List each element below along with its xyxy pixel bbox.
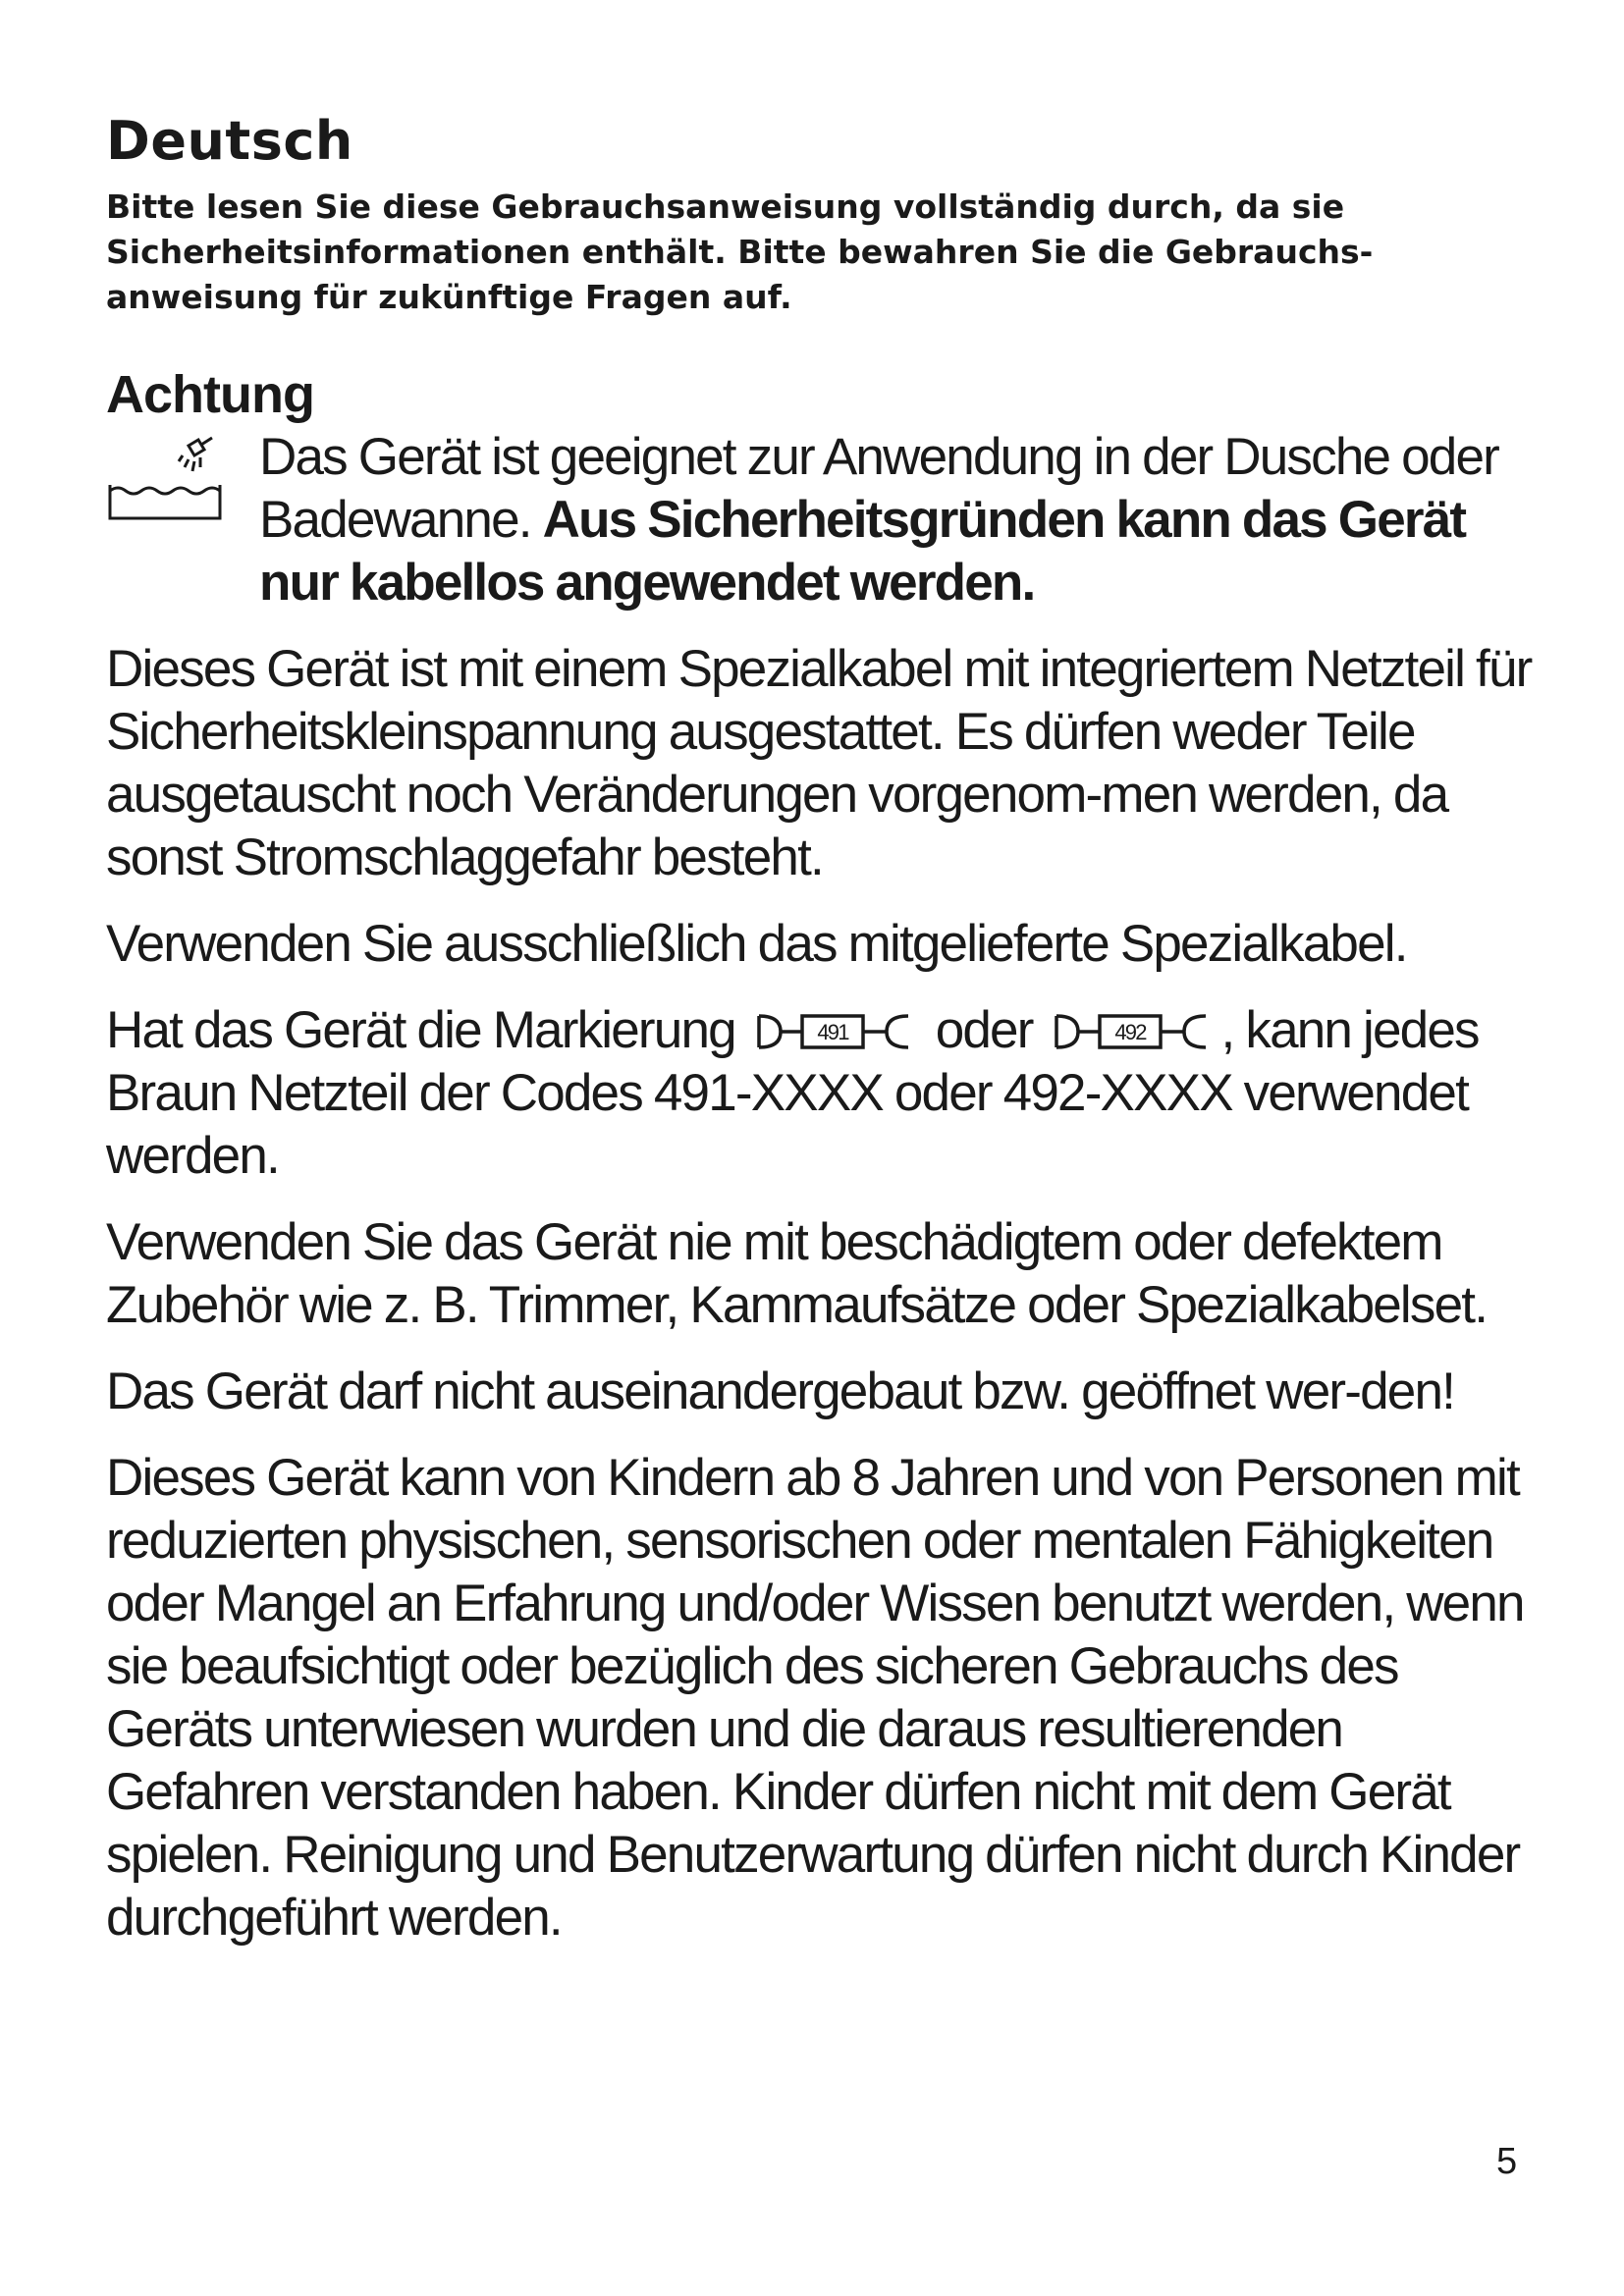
paragraph-marking [106, 999, 1540, 1188]
warning-text [259, 426, 1540, 614]
warning-block [106, 426, 1540, 614]
warning-text-bold: Aus Sicherheitsgründen kann das Gerät nur kabellos angewendet werden. [259, 491, 1466, 612]
paragraph-do-not-disassemble: Das Gerät darf nicht auseinandergebaut bzw. geöffnet wer-den! [106, 1362, 1455, 1420]
power-supply-mark-491-icon [751, 1010, 920, 1053]
page-number: 5 [1496, 2141, 1518, 2182]
paragraph-damaged-accessories: Verwenden Sie das Gerät nie mit beschädigtem oder defektem Zubehör wie z. B. Trimmer, Kammaufsätze oder Spezialkabelset. [106, 1213, 1488, 1334]
paragraph-special-cable: Dieses Gerät ist mit einem Spezialkabel mit integriertem Netzteil für Sicherheitskleinspannung ausgestattet. Es dürfen weder Teile ausgetauscht noch Veränderungen vorgenom-men werden, da sonst Stromschlaggefahr besteht. [106, 640, 1532, 886]
mark-492-label: 492 [1113, 1020, 1146, 1044]
marking-text-b: oder [935, 1001, 1033, 1059]
marking-text-c: , kann jedes Braun Netzteil der Codes 491-XXXX oder 492-XXXX verwendet werden. [106, 1001, 1479, 1185]
warning-text-normal: Das Gerät ist geeignet zur Anwendung in der Dusche oder Badewanne. [259, 428, 1498, 549]
paragraph-children-safety: Dieses Gerät kann von Kindern ab 8 Jahren und von Personen mit reduzierten physischen, sensorischen oder mentalen Fähigkeiten oder Mangel an Erfahrung und/oder Wissen benutzt werden, wenn sie beaufsichtigt oder bezüglich des sicheren Gebrauchs des Geräts unterwiesen wurden und die daraus resultierenden Gefahren verstanden haben. Kinder dürfen nicht mit dem Gerät spielen. Reinigung und Benutzerwartung dürfen nicht durch Kinder durchgeführt werden. [106, 1449, 1524, 1947]
document-page [106, 110, 1540, 1973]
intro-notice: Bitte lesen Sie diese Gebrauchsanweisung vollständig durch, da sie Sicherheitsinformationen enthält. Bitte bewahren Sie die Gebrauchs-anweisung für zukünftige Fragen auf. [106, 187, 1374, 316]
power-supply-mark-492-icon [1049, 1010, 1218, 1053]
marking-text-a: Hat das Gerät die Markierung [106, 1001, 735, 1059]
mark-491-label: 491 [817, 1020, 848, 1044]
warning-heading: Achtung [106, 365, 314, 424]
language-heading: Deutsch [106, 110, 353, 172]
paragraph-use-supplied-cable: Verwenden Sie ausschließlich das mitgelieferte Spezialkabel. [106, 915, 1407, 973]
shower-bath-icon [106, 436, 224, 524]
